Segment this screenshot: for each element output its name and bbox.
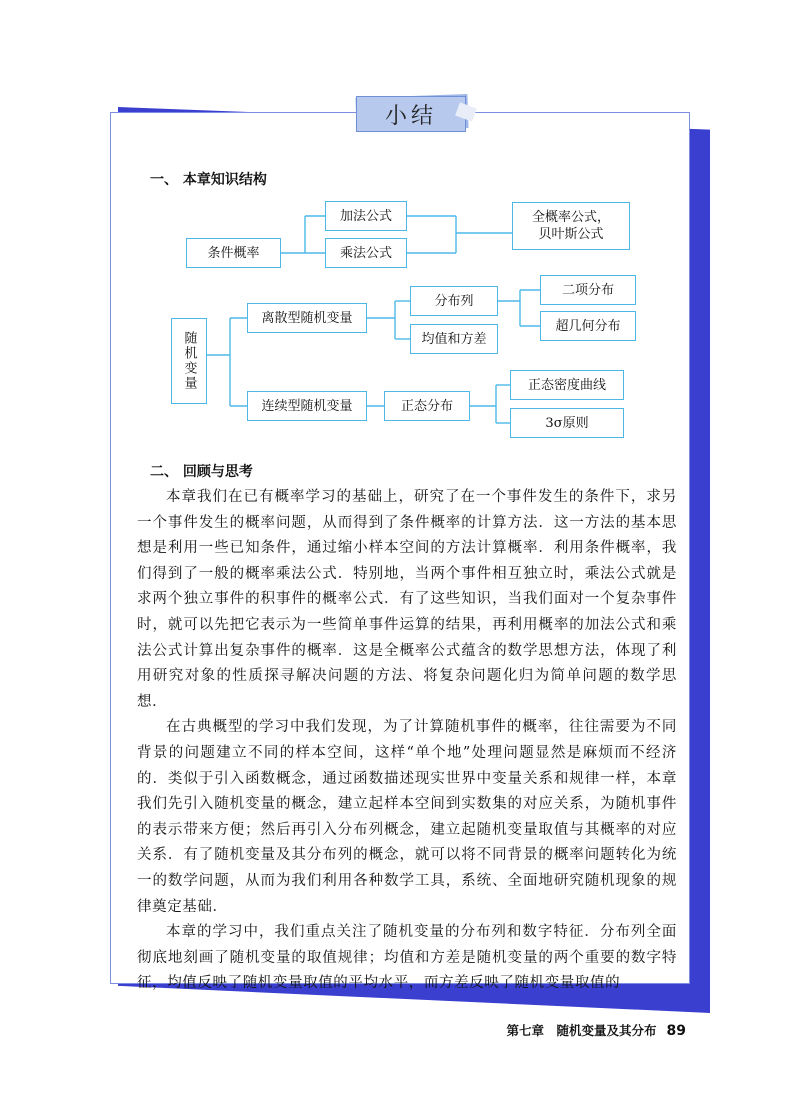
box-normal-density-curve: 正态密度曲线 xyxy=(510,370,624,400)
box-binomial-distribution: 二项分布 xyxy=(540,275,636,305)
box-random-variable: 随机变量 xyxy=(171,318,207,404)
page-footer xyxy=(507,1021,687,1039)
box-continuous-random-variable: 连续型随机变量 xyxy=(247,391,367,421)
page-number: 89 xyxy=(666,1023,686,1039)
box-mean-and-variance: 均值和方差 xyxy=(410,324,498,354)
paragraph-3: 本章的学习中，我们重点关注了随机变量的分布列和数字特征．分布列全面彻底地刻画了随机变量的取值规律；均值和方差是随机变量的两个重要的数字特征，均值反映了随机变量取值的平均水平，而方差反映了随机变量取值的 xyxy=(137,924,677,992)
box-total-probability-bayes: 全概率公式， 贝叶斯公式 xyxy=(512,202,630,250)
review-body-text xyxy=(137,485,677,997)
section-title-tab xyxy=(356,96,466,132)
box-multiplication-formula: 乘法公式 xyxy=(325,238,407,268)
section-title: 小结 xyxy=(384,103,437,129)
box-three-sigma-rule: 3σ原则 xyxy=(510,408,624,438)
paragraph-1: 本章我们在已有概率学习的基础上，研究了在一个事件发生的条件下，求另一个事件发生的概率问题，从而得到了条件概率的计算方法．这一方法的基本思想是利用一些已知条件，通过缩小样本空间的方法计算概率．利用条件概率，我们得到了一般的概率乘法公式．特别地，当两个事件相互独立时，乘法公式就是求两个独立事件的积事件的概率公式．有了这些知识，当我们面对一个复杂事件时，就可以先把它表示为一些简单事件运算的结果，再利用概率的加法公式和乘法公式计算出复杂事件的概率．这是全概率公式蕴含的数学思想方法，体现了利用研究对象的性质探寻解决问题的方法、将复杂问题化归为简单问题的数学思想． xyxy=(137,489,677,710)
heading-review-and-reflection: 二、 回顾与思考 xyxy=(150,464,253,480)
box-discrete-random-variable: 离散型随机变量 xyxy=(247,303,367,333)
paragraph-2: 在古典概型的学习中我们发现，为了计算随机事件的概率，往往需要为不同背景的问题建立不同的样本空间，这样“单个地”处理问题显然是麻烦而不经济的．类似于引入函数概念，通过函数描述现实世界中变量关系和规律一样，本章我们先引入随机变量的概念，建立起样本空间到实数集的对应关系，为随机事件的表示带来方便；然后再引入分布列概念，建立起随机变量取值与其概率的对应关系．有了随机变量及其分布列的概念，就可以将不同背景的概率问题转化为统一的数学问题，从而为我们利用各种数学工具，系统、全面地研究随机现象的规律奠定基础． xyxy=(137,719,677,915)
box-addition-formula: 加法公式 xyxy=(325,201,407,231)
box-distribution-list: 分布列 xyxy=(410,286,498,316)
heading-knowledge-structure: 一、 本章知识结构 xyxy=(150,172,267,188)
box-hypergeometric-distribution: 超几何分布 xyxy=(540,311,636,341)
box-conditional-probability: 条件概率 xyxy=(186,238,281,268)
box-normal-distribution: 正态分布 xyxy=(384,391,470,421)
footer-chapter: 第七章 随机变量及其分布 xyxy=(506,1023,657,1038)
